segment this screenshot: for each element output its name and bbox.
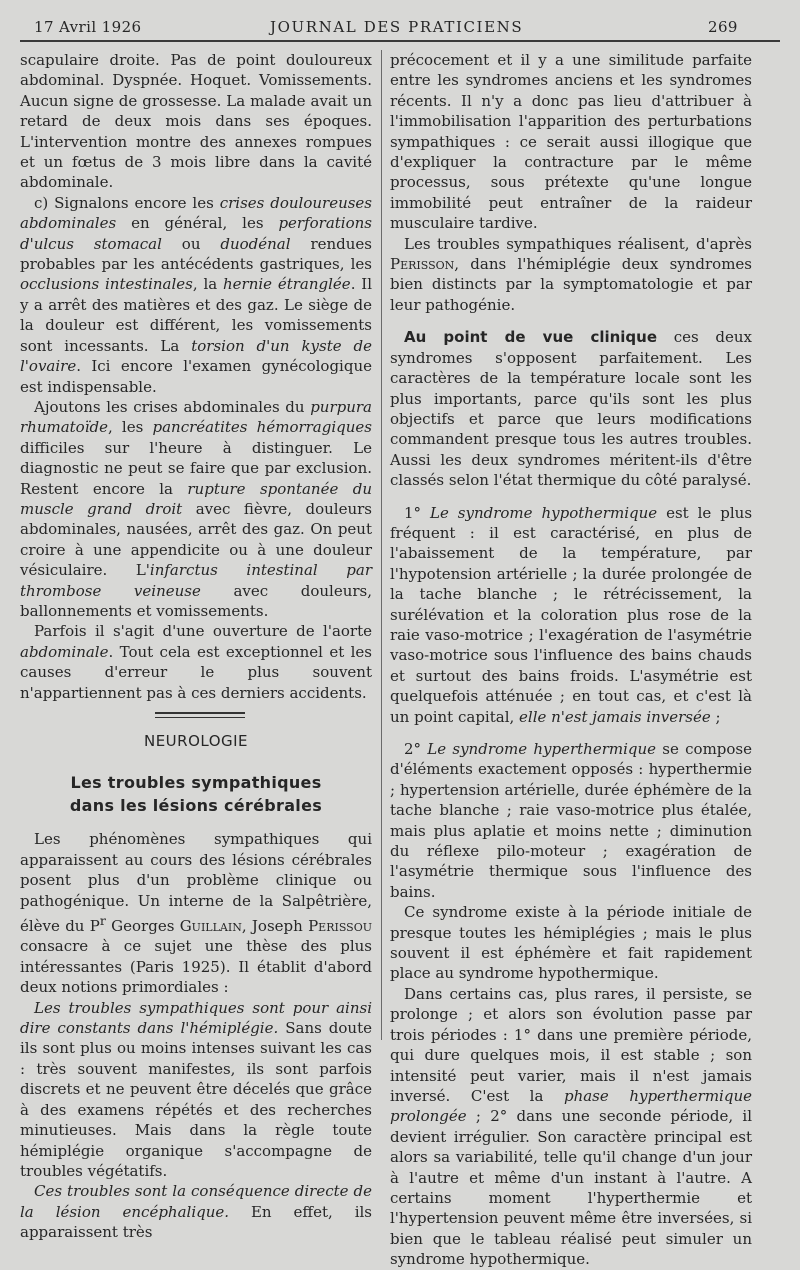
paragraph: Les troubles sympathiques sont pour ainsi dire constants dans l'hémiplégie. Sans doute ils sont plus ou moins intenses suivant les cas : très souvent manifestes, ils sont parfois discrets et ne peuvent être décelés que grâce à des examens répétés et des recherches minutieuses. Mais dans la règle toute hémiplégie organique s'accompagne de troubles végétatifs. bbox=[20, 998, 372, 1180]
left-column bbox=[20, 50, 372, 1243]
paragraph: précocement et il y a une similitude parfaite entre les syndromes anciens et les syndromes récents. Il n'y a donc pas lieu d'attribuer à l'immobilisation l'apparition des perturbations sympathiques : ce serait aussi illogique que d'expliquer la contracture par le même processus, sous prétexte qu'une longue immobilité peut entraîner de la raideur musculaire tardive. bbox=[390, 51, 752, 233]
page-number: 269 bbox=[708, 18, 738, 36]
right-column bbox=[390, 50, 752, 1270]
paragraph: Ajoutons les crises abdominales du purpura rhumatoïde, les pancréatites hémorragiques difficiles sur l'heure à distinguer. Le diagnostic ne peut se faire que par exclusion. Restent encore la rupture spontanée du muscle grand droit avec fièvre, douleurs abdominales, nausées, arrêt des gaz. On peut croire à une appendicite ou à une douleur vésiculaire. L'infarctus intestinal par thrombose veineuse avec douleurs, ballonnements et vomissements. bbox=[20, 397, 372, 620]
paragraph: Parfois il s'agit d'une ouverture de l'aorte abdominale. Tout cela est exceptionnel et les causes d'erreur le plus souvent n'appartiennent pas à ces derniers accidents. bbox=[20, 622, 372, 702]
section-heading: NEUROLOGIE bbox=[143, 732, 249, 750]
header-rule bbox=[20, 40, 780, 42]
issue-date: 17 Avril 1926 bbox=[34, 18, 142, 36]
paragraph: 1° Le syndrome hypothermique est le plus fréquent : il est caractérisé, en plus de l'abaissement de la température, par l'hypotension artérielle ; la durée prolongée de la tache blanche ; le rétrécissement, la surélévation et la coloration plus rose de la raie vaso-motrice ; l'exagération de l'asymétrie vaso-motrice sous l'influence des bains chauds et surtout des bains froids. L'asymétrie est quelquefois atténuée ; en tout cas, et c'est là un point capital, elle n'est jamais inversée ; bbox=[390, 503, 753, 726]
paragraph: scapulaire droite. Pas de point douloureux abdominal. Dyspnée. Hoquet. Vomissements. Aucun signe de grossesse. La malade avait un retard de deux mois dans ses époques. L'intervention montre des annexes rompues et un fœtus de 3 mois libre dans la cavité abdominale. bbox=[20, 51, 372, 192]
running-header bbox=[0, 14, 800, 40]
paragraph: 2° Le syndrome hyperthermique se compose d'éléments exactement opposés : hyperthermie ; hypertension artérielle, durée éphémère de la tache blanche ; raie vaso-motrice plus étalée, mais plus aplatie et moins nette ; diminution du réflexe pilo-moteur ; exagération de l'asymétrie thermique sous l'influence des bains. bbox=[390, 740, 752, 901]
article-title: Les troubles sympathiques dans les lésions cérébrales bbox=[69, 773, 323, 816]
paragraph: Dans certains cas, plus rares, il persiste, se prolonge ; et alors son évolution passe par trois périodes : 1° dans une première période, qui dure quelques mois, il est stable ; son intensité peut varier, mais il n'est jamais inversé. C'est la phase hyperthermique prolongée ; 2° dans une seconde période, il devient irrégulier. Son caractère principal est alors sa variabilité, telle qu'il change d'un jour à l'autre et même d'un instant à l'autre. A certains moment l'hyperthermie et l'hypertension peuvent même être inversées, si bien que le tableau réalisé peut simuler un syndrome hypothermique. bbox=[390, 984, 752, 1269]
paragraph: Les troubles sympathiques réalisent, d'après Perisson, dans l'hémiplégie deux syndromes bien distincts par la symptomatologie et par leur pathogénie. bbox=[390, 234, 752, 314]
paragraph: c) Signalons encore les crises douloureuses abdominales en général, les perforations d'ulcus stomacal ou duodénal rendues probables par les antécédents gastriques, les occlusions intestinales, la hernie étranglée. Il y a arrêt des matières et des gaz. Le siège de la douleur est différent, les vomissements sont incessants. La torsion d'un kyste de l'ovaire. Ici encore l'examen gynécologique est indispensable. bbox=[20, 193, 373, 396]
column-rule bbox=[381, 50, 382, 1040]
paragraph: Ce syndrome existe à la période initiale de presque toutes les hémiplégies ; mais le plus souvent il est éphémère et fait rapidement place au syndrome hypothermique. bbox=[390, 903, 752, 983]
paragraph: Les phénomènes sympathiques qui apparaissent au cours des lésions cérébrales posent plus d'un problème clinique ou pathogénique. Un interne de la Salpêtrière, élève du $P^r$ Georges Guillain, Joseph Perissou consacre à ce sujet une thèse des plus intéressantes (Paris 1925). Il établit d'abord deux notions primordiales : bbox=[20, 830, 373, 997]
section-separator bbox=[20, 703, 372, 727]
paragraph: Au point de vue clinique ces deux syndromes s'opposent parfaitement. Les caractères de la température locale sont les plus importants, parce qu'ils sont les plus objectifs et parce que leurs modifications commandent presque tous les autres troubles. Aussi les deux syndromes méritent-ils d'être classés selon l'état thermique du côté paralysé. bbox=[390, 328, 752, 490]
paragraph: Ces troubles sont la conséquence directe de la lésion encéphalique. En effet, ils apparaissent très bbox=[20, 1182, 372, 1242]
journal-title: JOURNAL DES PRATICIENS bbox=[270, 18, 524, 36]
